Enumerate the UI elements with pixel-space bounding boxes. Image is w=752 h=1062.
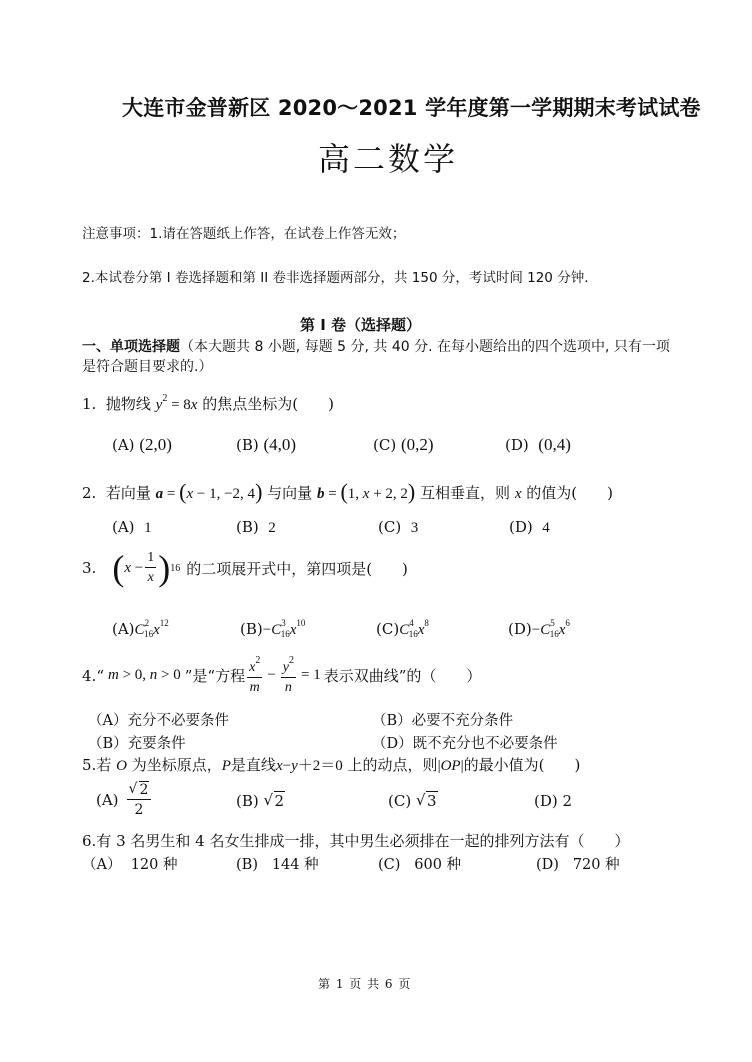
notes-line-2: 2.本试卷分第 I 卷选择题和第 II 卷非选择题两部分，共 150 分，考试时间 120 分钟. (82, 270, 589, 286)
option-label: （B） (88, 736, 128, 752)
point-p: P (221, 758, 231, 774)
option-label: （B） (372, 713, 412, 729)
question-stem: 是直线 (230, 756, 276, 774)
q1-option-c (373, 435, 434, 455)
q4-option-c (88, 732, 186, 753)
question-3 (82, 550, 408, 586)
q1-option-d (505, 435, 571, 455)
option-label: (B) (236, 857, 258, 873)
q2-option-b (236, 518, 276, 537)
option-label: （A） (82, 857, 122, 873)
option-label: (C) (378, 518, 402, 536)
question-stem: 为坐标原点， (131, 756, 222, 774)
option-label: (B) (240, 620, 263, 638)
option-text: 充要条件 (127, 736, 186, 752)
option-text: 720 种 (572, 857, 620, 873)
option-text: 既不充分也不必要条件 (412, 736, 558, 752)
question-stem: 若向量 (105, 484, 151, 502)
option-formula: $C^4_{16}x^8$ (399, 618, 429, 639)
q2-option-c (378, 518, 418, 537)
question-stem-post: 的焦点坐标为( ) (202, 395, 334, 413)
q6-option-a (82, 853, 178, 874)
section-label: 一、单项选择题 (82, 339, 180, 355)
op-length: |OP| (437, 758, 464, 774)
q4-option-b (372, 709, 513, 730)
q3-option-a (112, 618, 169, 639)
q6-option-b (236, 853, 319, 874)
option-label: (C) (376, 620, 400, 638)
q6-option-d (536, 853, 620, 874)
q2-option-a (112, 518, 152, 537)
option-text: 1 (144, 520, 152, 536)
question-4 (82, 656, 481, 695)
option-label: （A） (88, 713, 128, 729)
option-text: 120 种 (130, 857, 178, 873)
option-label: (C) (378, 857, 401, 873)
question-stem: 有 3 名男生和 4 名女生排成一排，其中男生必须排在一起的排列方法有（ ） (96, 832, 630, 850)
question-number: 4. (82, 666, 97, 685)
question-stem: 表示双曲线”的（ ） (323, 667, 482, 685)
formula: $y^2 = 8x$ (155, 393, 198, 413)
option-label: (D) (536, 857, 559, 873)
option-label: (B) (236, 518, 259, 536)
q3-option-b (240, 618, 305, 639)
question-stem: ”是“方程 (184, 667, 246, 685)
option-label: (B) (236, 792, 259, 810)
option-text: (0,2) (400, 435, 434, 454)
option-text: (4,0) (263, 435, 297, 454)
option-label: (D) (505, 436, 529, 454)
option-formula: √ 2 (264, 792, 286, 810)
option-label: (D) (534, 792, 558, 810)
option-label: (A) (112, 518, 135, 536)
q5-option-c (388, 792, 438, 810)
option-label: (C) (373, 436, 397, 454)
option-text: 144 种 (271, 857, 319, 873)
option-label: (D) (509, 518, 533, 536)
q5-option-d (534, 792, 572, 810)
option-label: （D） (372, 736, 413, 752)
q1-option-a (112, 435, 172, 455)
option-formula: √ 3 (416, 792, 438, 810)
point-o: O (116, 758, 127, 774)
section-intro (82, 337, 682, 377)
binomial-expression: ( x − $\frac{1}{x}$ ) 16 (112, 548, 181, 588)
q1-option-b (236, 435, 296, 455)
question-2 (82, 479, 613, 505)
notes-line-1: 注意事项：1.请在答题纸上作答，在试卷上作答无效； (82, 226, 406, 242)
option-formula: $C^2_{16}x^{12}$ (134, 618, 169, 639)
option-label: (A) (112, 620, 135, 638)
option-text: 3 (410, 520, 419, 536)
question-number: 5. (82, 756, 97, 774)
option-label: (B) (236, 436, 259, 454)
option-formula: √ $\frac{2}{2}$ (127, 783, 152, 817)
exam-subject: 高二数学 (318, 140, 459, 178)
variable-x: x (514, 486, 522, 502)
question-number: 1. (82, 395, 97, 413)
option-text: (2,0) (139, 435, 172, 454)
condition: m > 0, n > 0 (107, 667, 181, 683)
q3-option-c (376, 618, 429, 639)
question-1 (82, 393, 334, 414)
question-number: 3. (82, 559, 97, 577)
option-label: (C) (388, 792, 412, 810)
question-stem-pre: 抛物线 (105, 395, 151, 413)
option-formula: $-C^3_{16}x^{10}$ (262, 618, 306, 639)
section-desc: （本大题共 8 小题, 每题 5 分, 共 40 分. 在每小题给出的四个选项中, 只有一项是符合题目要求的.） (82, 339, 670, 375)
option-text: 4 (542, 520, 550, 536)
option-text: 必要不充分条件 (411, 713, 514, 729)
option-formula: $-C^5_{16}x^6$ (531, 618, 570, 639)
line-equation: x−y＋2＝0 (275, 758, 343, 774)
question-stem: 的二项展开式中，第四项是( ) (186, 559, 408, 578)
question-stem: 的值为( ) (526, 484, 613, 502)
option-text: 充分不必要条件 (127, 713, 229, 729)
vector-a: a = (x − 1, −2, 4) (155, 479, 263, 504)
vector-b: b = (1, x + 2, 2) (316, 479, 416, 504)
hyperbola-equation: $\frac{x^2}{m}$ − $\frac{y^2}{n}$ = 1 (249, 655, 321, 695)
q4-option-a (88, 709, 229, 730)
question-stem: 上的动点，则 (347, 756, 438, 774)
question-number: 6. (82, 832, 97, 850)
option-text: 600 种 (414, 857, 462, 873)
q5-option-b (236, 792, 285, 810)
question-number: 2. (82, 484, 97, 502)
question-stem: 若 (96, 756, 112, 774)
question-stem: 的最小值为( ) (463, 756, 581, 774)
q5-option-a (96, 783, 153, 817)
question-stem: “ (96, 666, 104, 685)
question-5 (82, 754, 580, 775)
option-text: 2 (268, 520, 276, 536)
page-number: 第 1 页 共 6 页 (318, 977, 412, 991)
q6-option-c (378, 853, 461, 874)
q2-option-d (509, 518, 550, 537)
question-6 (82, 830, 629, 851)
option-label: (D) (508, 620, 532, 638)
exam-title: 大连市金普新区 2020～2021 学年度第一学期期末考试试卷 (122, 96, 701, 120)
q4-option-d (372, 732, 558, 753)
q3-option-d (508, 618, 570, 639)
option-label: (A) (96, 791, 119, 809)
part1-heading: 第 I 卷（选择题） (300, 316, 422, 334)
option-label: (A) (112, 436, 135, 454)
option-text: (0,4) (538, 435, 571, 454)
option-text: 2 (562, 792, 573, 810)
question-stem: 互相垂直，则 (420, 484, 511, 502)
question-stem: 与向量 (267, 484, 313, 502)
